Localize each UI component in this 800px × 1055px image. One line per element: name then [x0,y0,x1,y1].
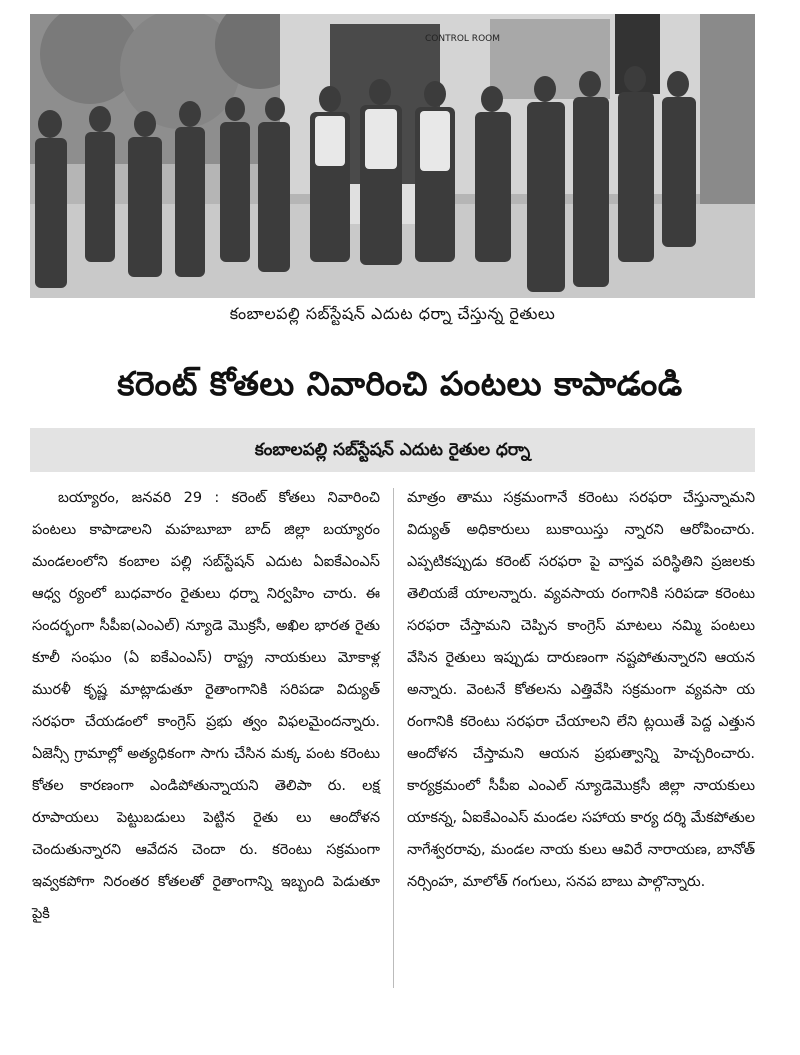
article-column-left [32,482,380,930]
column-divider [393,488,394,988]
article-paragraph: మాత్రం తాము సక్రమంగానే కరెంటు సరఫరా చేస్తున్నామని విద్యుత్ అధికారులు బుకాయిస్తు న్నారని ఆరోపించారు. ఎప్పటికప్పుడు కరెంట్ సరఫరా పై వాస్తవ పరిస్థితిని ప్రజలకు తెలియజే యాలన్నారు. వ్యవసాయ రంగానికి సరిపడా కరెంటు సరఫరా చేస్తామని చెప్పిన కాంగ్రెస్ మాటలు నమ్మి పంటలు వేసిన రైతులు ఇప్పుడు దారుణంగా నష్టపోతున్నారని ఆయన అన్నారు. వెంటనే కోతలను ఎత్తివేసి సక్రమంగా వ్యవసా య రంగానికి కరెంటు సరఫరా చేయాలని లేని ట్లయితే పెద్ద ఎత్తున ఆందోళన చేస్తామని ఆయన ప్రభుత్వాన్ని హెచ్చరించారు. కార్యక్రమంలో సీపీఐ ఎంఎల్ న్యూడెమొక్రసీ జిల్లా నాయకులు యాకన్న, ఏఐకేఎంఎస్ మండల సహాయ కార్య దర్శి మేకపోతుల నాగేశ్వరరావు, మండల నాయ కులు ఆవిరే నారాయణ, బానోత్ నర్సింహ, మాలోత్ గంగులు, సనప బాబు పాల్గొన్నారు. [407,490,755,890]
control-room-sign: CONTROL ROOM [425,34,500,44]
article-column-right [407,482,755,898]
article-paragraph: బయ్యారం, జనవరి 29 : కరెంట్ కోతలు నివారించి పంటలు కాపాడాలని మహబూబా బాద్ జిల్లా బయ్యారం మండలంలోని కంబాల పల్లి సబ్‌స్టేషన్ ఎదుట ఏఐకేఎంఎస్ ఆధ్వ ర్యంలో బుధవారం రైతులు ధర్నా నిర్వహిం చారు. ఈ సందర్భంగా సీపీఐ(ఎంఎల్) న్యూడె మొక్రసీ, అఖిల భారత రైతు కూలీ సంఘం (ఏ ఐకేఎంఎస్) రాష్ట్ర నాయకులు మోకాళ్ల మురళీ కృష్ణ మాట్లాడుతూ రైతాంగానికి సరిపడా విద్యుత్ సరఫరా చేయడంలో కాంగ్రెస్ ప్రభు త్వం విఫలమైందన్నారు. ఏజెన్సీ గ్రామాల్లో అత్యధికంగా సాగు చేసిన మక్క పంట కరెంటు కోతల కారణంగా ఎండిపోతున్నాయని తెలిపా రు. లక్ష రూపాయలు పెట్టుబడులు పెట్టిన రైతు లు ఆందోళన చెందుతున్నారని ఆవేదన చెందా రు. కరెంటు సక్రమంగా ఇవ్వకపోగా నిరంతర కోతలతో రైతాంగాన్ని ఇబ్బంది పెడుతూ పైకి [32,490,380,922]
photo-caption: కంబాలపల్లి సబ్‌స్టేషన్ ఎదుట ధర్నా చేస్తున్న రైతులు [229,304,556,323]
news-photo [30,14,755,298]
headline: కరెంట్ కోతలు నివారించి పంటలు కాపాడండి [117,364,683,403]
subheadline: కంబాలపల్లి సబ్‌స్టేషన్ ఎదుట రైతుల ధర్నా [30,428,755,472]
